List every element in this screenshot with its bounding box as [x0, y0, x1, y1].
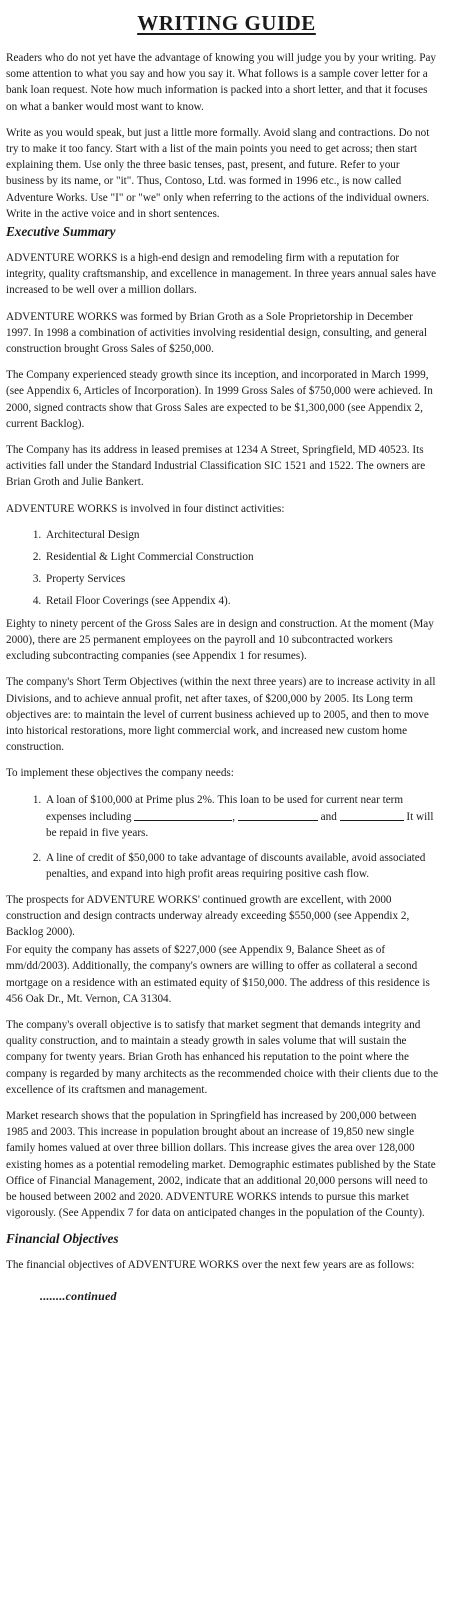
blank-field-3	[340, 808, 404, 821]
loan-repay-text: It will be repaid in five years.	[46, 810, 434, 839]
summary-paragraph-8: To implement these objectives the company needs:	[6, 767, 234, 780]
intro-paragraph-2: Write as you would speak, but just a little more formally. Avoid slang and contractions. Do not try to make it too fancy. Start with a list of the main points you need to get across; then start explaining them. Use only the three basic tenses, past, present, and future. Refer to your business by its name, or "it". Thus, Contoso, Ltd. was formed in 1996 etc., is now called Adventure Works. Use "I" or "we" only when referring to the actions of the individual owners. Write in the active voice and in short sentences.	[6, 126, 430, 220]
summary-paragraph-3: The Company experienced steady growth since its inception, and incorporated in March 1999, (see Appendix 6, Articles of Incorporation). In 1999 Gross Sales of $750,000 were achieved. In 2000, signed contracts show that Gross Sales are expected to be $1,300,000 (see Appendix 2, current Backlog).	[6, 369, 433, 430]
blank-field-2	[238, 808, 318, 821]
executive-summary-heading: Executive Summary	[6, 224, 116, 240]
list-item: 3. Property Services	[44, 571, 439, 587]
list-item-credit: 2. A line of credit of $50,000 to take advantage of discounts available, avoid associated penalties, and expand into high profit areas requiring positive cash flow.	[44, 850, 439, 882]
financial-objectives-paragraph: The financial objectives of ADVENTURE WORKS over the next few years are as follows:	[6, 1259, 415, 1272]
loan-and: and	[320, 810, 337, 823]
summary-paragraph-2: ADVENTURE WORKS was formed by Brian Groth as a Sole Proprietorship in December 1997. In 1998 a combination of activities involving residential design, consulting, and general construction brought Gross Sales of $250,000.	[6, 310, 427, 356]
summary-paragraph-5: ADVENTURE WORKS is involved in four distinct activities:	[6, 502, 285, 515]
continued-marker: ........continued	[40, 1288, 117, 1303]
summary-paragraph-11: The company's overall objective is to satisfy that market segment that demands integrity and quality construction, and to maintain a steady growth in sales volume that will sustain the company for twenty years. Brian Groth has enhanced his reputation to the point where the company is regarded by many architects as the recommended choice with their clients due to the excellence of its craftsmen and management.	[6, 1018, 439, 1096]
summary-paragraph-1: ADVENTURE WORKS is a high-end design and remodeling firm with a reputation for integrity, quality craftsmanship, and excellence in management. In three years annual sales have increased to be well over a million dollars.	[6, 252, 437, 297]
list-item-loan	[44, 792, 439, 842]
summary-paragraph-12: Market research shows that the population in Springfield has increased by 200,000 between 1985 and 2003. This increase in population brought about an increase of 19,850 new single family homes valued at over three billion dollars. This increase gives the area over 128,000 existing homes as a potential remodeling market. Demographic estimates published by the State Office of Financial Management, 2002, indicate that an additional 20,000 persons will need to be housed between 2002 and 2020. ADVENTURE WORKS intends to pursue this market vigorously. (See Appendix 7 for data on anticipated changes in the population of the County).	[6, 1109, 436, 1220]
summary-paragraph-9: The prospects for ADVENTURE WORKS' continued growth are excellent, with 2000 construction and design contracts underway already exceeding $550,000 (see Appendix 2, Backlog 2000).	[6, 893, 410, 938]
summary-paragraph-7: The company's Short Term Objectives (within the next three years) are to increase activity in all Divisions, and to achieve annual profit, net after taxes, of $200,000 by 2005. Its Long term objectives are: to maintain the level of current business achieved up to 2005, and then to move into historical restorations, more light commercial work, and increased new custom home construction.	[6, 676, 436, 754]
list-item: 4. Retail Floor Coverings (see Appendix 4).	[44, 593, 439, 609]
loan-separator: ,	[232, 810, 236, 823]
list-item: 1. Architectural Design	[44, 527, 439, 543]
financial-objectives-heading: Financial Objectives	[6, 1231, 119, 1247]
page-title: WRITING GUIDE	[137, 11, 316, 35]
summary-paragraph-6: Eighty to ninety percent of the Gross Sales are in design and construction. At the moment (May 2000), there are 25 permanent employees on the payroll and 10 subcontracted workers excluding subcontracting companies (see Appendix 1 for resumes).	[6, 617, 434, 663]
summary-paragraph-4: The Company has its address in leased premises at 1234 A Street, Springfield, MD 40523. Its activities fall under the Standard Industrial Classification SIC 1521 and 1522. The owners are Brian Groth and Julie Bankert.	[6, 444, 426, 489]
summary-paragraph-10: For equity the company has assets of $227,000 (see Appendix 9, Balance Sheet as of mm/dd/2003). Additionally, the company's owners are willing to offer as collateral a second mortgage on a residence with an estimated equity of $150,000. The address of this residence is 456 Oak Dr., Mt. Vernon, CA 31304.	[6, 944, 430, 1005]
activities-list	[6, 527, 439, 610]
intro-paragraph-1: Readers who do not yet have the advantage of knowing you will judge you by your writing. Pay some attention to what you say and how you say it. What follows is a sample cover letter for a bank loan request. Note how much information is packed into a short letter, and that it focuses on what a banker would most want to know.	[6, 52, 437, 113]
blank-field-1	[134, 808, 232, 821]
needs-list	[6, 792, 439, 883]
loan-text: A loan of $100,000 at Prime plus 2%. This loan to be used for current near term expenses including	[46, 793, 404, 823]
list-item: 2. Residential & Light Commercial Construction	[44, 549, 439, 565]
